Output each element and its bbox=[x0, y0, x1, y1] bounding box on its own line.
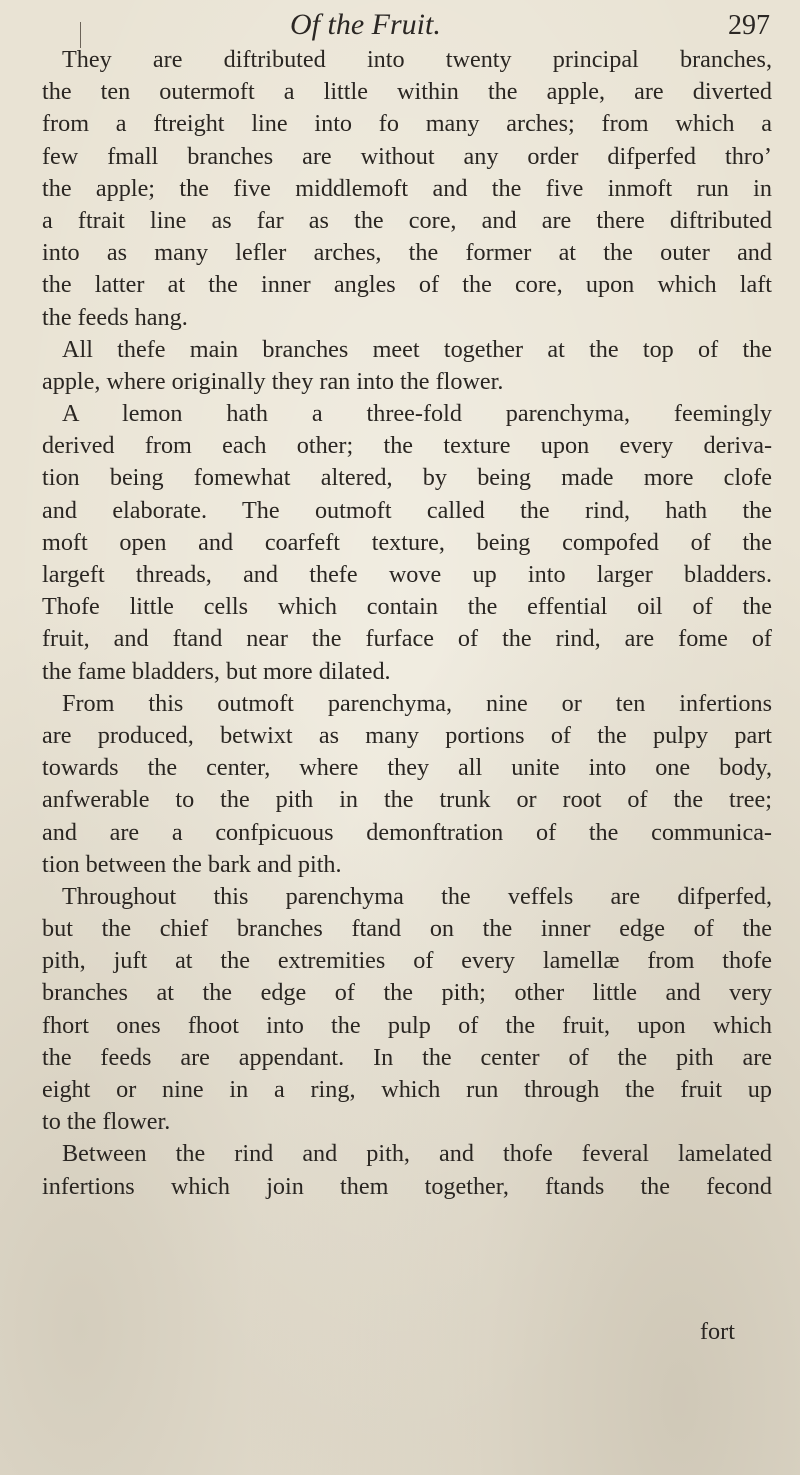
text-line: Thofe little cells which contain the effential oil of the bbox=[42, 593, 772, 621]
text-line: derived from each other; the texture upon every deriva- bbox=[42, 432, 772, 460]
text-line: branches at the edge of the pith; other little and very bbox=[42, 979, 772, 1007]
text-line: They are diftributed into twenty principal branches, bbox=[62, 46, 772, 73]
text-line: fruit, and ftand near the furface of the rind, are fome of bbox=[42, 625, 772, 653]
text-line: tion being fomewhat altered, by being made more clofe bbox=[42, 464, 772, 492]
text-line: the apple; the five middlemoft and the five inmoft run in bbox=[42, 174, 772, 202]
text-line: few fmall branches are without any order difperfed thro’ bbox=[42, 142, 772, 170]
text-line: From this outmoft parenchyma, nine or ten infertions bbox=[62, 689, 772, 717]
text-line: to the flower. bbox=[42, 1108, 171, 1136]
text-line: the fame bladders, but more dilated. bbox=[42, 657, 391, 685]
text-line: Between the rind and pith, and thofe feveral lamelated bbox=[62, 1140, 772, 1168]
text-line: infertions which join them together, ftands the fecond bbox=[42, 1172, 772, 1200]
text-line: apple, where originally they ran into the flower. bbox=[42, 367, 504, 395]
text-line: largeft threads, and thefe wove up into larger bladders. bbox=[42, 561, 772, 588]
text-line: the ten outermoft a little within the apple, are diverted bbox=[42, 78, 772, 106]
text-line: moft open and coarfeft texture, being compofed of the bbox=[42, 528, 772, 556]
page-number: 297 bbox=[728, 10, 770, 41]
text-line: are produced, betwixt as many portions of the pulpy part bbox=[42, 721, 772, 749]
text-line: a ftrait line as far as the core, and are there diftributed bbox=[42, 206, 772, 234]
text-line: A lemon hath a three-fold parenchyma, feemingly bbox=[62, 400, 772, 428]
text-line: pith, juft at the extremities of every lamellæ from thofe bbox=[42, 947, 772, 975]
running-title: Of the Fruit. bbox=[290, 8, 441, 41]
text-line: anfwerable to the pith in the trunk or root of the tree; bbox=[42, 786, 772, 814]
text-line: fhort ones fhoot into the pulp of the fruit, upon which bbox=[42, 1011, 772, 1039]
text-line: and are a confpicuous demonftration of the communica- bbox=[42, 818, 772, 846]
body-text bbox=[42, 44, 772, 1203]
text-line: the latter at the inner angles of the core, upon which laft bbox=[42, 271, 772, 299]
text-line: tion between the bark and pith. bbox=[42, 850, 342, 878]
text-line: All thefe main branches meet together at the top of the bbox=[62, 335, 772, 363]
text-line: eight or nine in a ring, which run through the fruit up bbox=[42, 1076, 772, 1103]
text-line: the feeds are appendant. In the center of the pith are bbox=[42, 1043, 772, 1071]
text-line: the feeds hang. bbox=[42, 303, 188, 331]
text-line: but the chief branches ftand on the inner edge of the bbox=[42, 915, 772, 943]
text-line: Throughout this parenchyma the veffels are difperfed, bbox=[62, 882, 772, 910]
text-line: and elaborate. The outmoft called the rind, hath the bbox=[42, 496, 772, 524]
text-line: towards the center, where they all unite into one body, bbox=[42, 754, 772, 782]
text-line: into as many lefler arches, the former at the outer and bbox=[42, 239, 772, 267]
catchword: fort bbox=[700, 1318, 735, 1345]
text-line: from a ftreight line into fo many arches; from which a bbox=[42, 110, 772, 138]
